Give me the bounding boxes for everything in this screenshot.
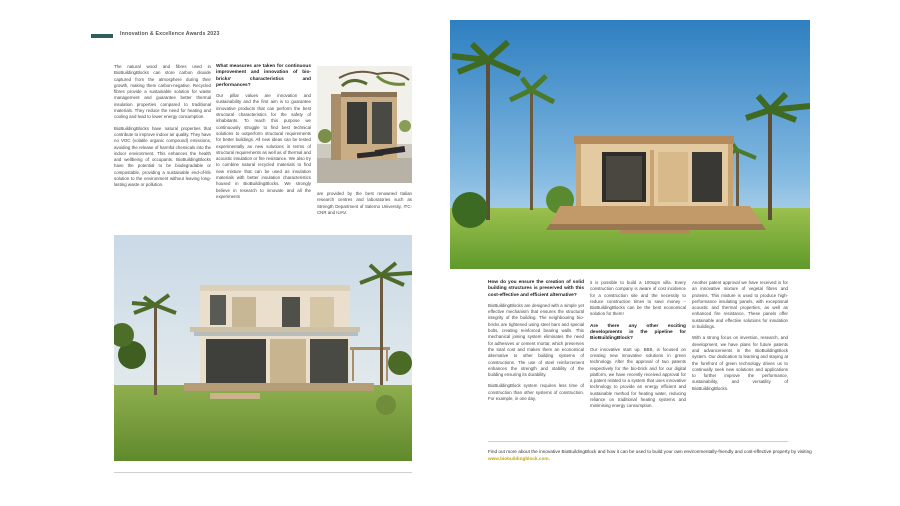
cabin-photo xyxy=(317,66,412,183)
left-column-3 xyxy=(317,191,412,221)
footer-text: Find out more about the innovative BioBuildingBlock and how it can be used to build your own environmentally-friendly and cost-effective property by visiting xyxy=(488,449,812,454)
paragraph: are provided by the best renowned Italian research centres and laboratories such as Strength Department of Salerno University, ITC-CNR and IUAV. xyxy=(317,191,412,215)
two-storey-villa-photo xyxy=(114,235,412,461)
paragraph: Our pillar values are innovation and sustainability and the first aim is to guarantee innovative products that can perform the best structural characteristics for the safety of inhabitants. To reach this purpose we continuously struggle to find best technical solutions to outperform structural requirements for better buildings. All new ideas can be tested experimentally as new solutions in terms of structural requirements as well as of thermal and acoustic insulation or fire resistance. We also try to combine natural recycled materials to find new mixture that can be used as insulation materials with better insulation characteristics housed in BioBuildingBlocks. We strongly believe in research to innovate and all the experiments xyxy=(216,93,311,199)
paragraph: Another patent approval we have received is for an innovative mixture of vegetal fibres and proteins. This mixture is used to produce high-performance insulating panels, with exceptional acoustic and thermal properties, as well as enhanced fire resistance. These panels offer sustainable and effective solutions for insulation in buildings. xyxy=(692,280,788,330)
question-heading: How do you ensure the creation of solid building structures is preserved with this cost-effective and efficient alternative? xyxy=(488,280,584,298)
left-column-2 xyxy=(216,64,311,205)
footer-note xyxy=(488,449,818,462)
website-link[interactable]: www.biobuildingblock.com. xyxy=(488,455,550,461)
paragraph: it is possible to build a 100sqm villa. Every construction company is aware of cost incidence for a construction site and the necessity to reduce construction times to save money – BioBuildingBlocks can be the best economical solution for them! xyxy=(590,280,686,317)
right-column-3 xyxy=(692,280,788,397)
single-storey-house-photo xyxy=(450,20,810,269)
bottom-rule xyxy=(114,472,412,473)
paragraph: The natural wood and fibres used in BioBuildingBlocks can store carbon dioxide captured from the atmosphere during their growth, making them carbon-negative. Recycled fibres provide a sustainable solution for waste management and guarantee better thermal insulation properties compared to traditional materials. They reduce the need for heating and cooling and lead to lower energy consumption. xyxy=(114,64,211,120)
header-accent-bar xyxy=(91,34,113,38)
paragraph: Our innovative start up, BBB, is focused on creating new innovative solutions in green technology. After the approval of two patents respectively for the bio-brick and for our digital platform, we have recently received approval for a patent related to a system that uses innovative technology to provide an energy efficient and sustainable method for heating water, reducing reliance on traditional heating systems and minimising energy consumption. xyxy=(590,346,686,409)
right-column-1 xyxy=(488,280,584,407)
paragraph: BioBuildingBlocks are designed with a simple yet effective mechanism that ensures the structural integrity of the building. The neighbouring bio-bricks are tightened using steel bars and special bolts, creating reinforced bearing walls. This mechanical joining system eliminates the need for adhesives or cement mortar, which preserves the total cost and makes them an economical alternative to other building systems of constructions. The use of steel reinforcement enhances the strength and stability of the building ensuring its durability. xyxy=(488,302,584,378)
paragraph: BioBuildingBlocks have natural properties that contribute to improve indoor air quality. They have no VOC (volatile organic compound) emissions, avoiding the release of harmful chemicals into the indoor environment. This enhances the health and wellbeing of occupants. BioBuildingBlocks have the potential to be biodegradable or compostable, providing a sustainable end-of-life solution to the environment without leaving long-lasting waste or pollution. xyxy=(114,125,211,188)
separator-rule xyxy=(488,441,788,442)
paragraph: With a strong focus on invention, research, and development, we have plans for future patents and advancements in the BioBuildingBlock system. Our dedication to learning and staying at the forefront of green technology drives us to continually seek new solutions and applications to further improve the performance, sustainability, and versatility of BioBuildingBlocks. xyxy=(692,335,788,391)
question-heading: Are there any other exciting developments in the pipeline for BioBuildingBlock? xyxy=(590,323,686,342)
paragraph: BioBuildingBlock system requires less time of construction than other systems of construction. For example, in one day, xyxy=(488,383,584,402)
left-column-1 xyxy=(114,64,211,194)
right-column-2 xyxy=(590,280,686,415)
question-heading: What measures are taken for continuous improvement and innovation of bio-bricks' characteristics and performances? xyxy=(216,64,311,88)
header-title: Innovation & Excellence Awards 2023 xyxy=(120,31,220,37)
